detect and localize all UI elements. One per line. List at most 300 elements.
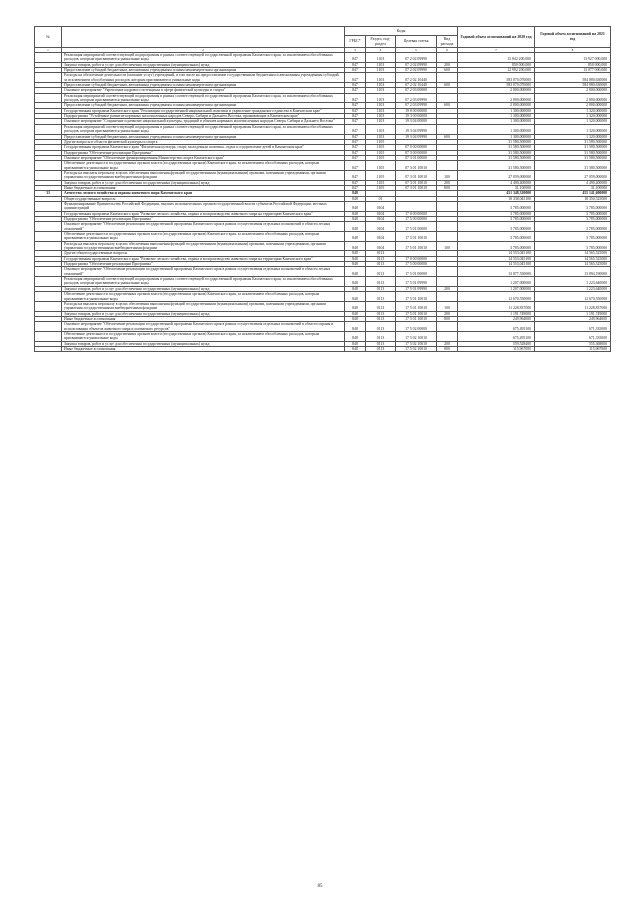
row-target: 19 0 00 00000: [396, 108, 437, 113]
row-grbs: 848: [345, 301, 366, 311]
row-name: Основное мероприятие "Обеспечение функционирования Министерства спорта Камчатского края": [62, 155, 345, 160]
row-target: 17 5 02 10010: [396, 331, 437, 341]
row-grbs: 847: [345, 108, 366, 113]
row-amount-2020: 2 800,000000: [458, 93, 535, 103]
row-grbs: 848: [345, 286, 366, 291]
row-grbs: 847: [345, 93, 366, 103]
row-amount-2020: 31 580,500000: [458, 155, 535, 160]
row-grbs: 848: [345, 262, 366, 267]
row-target: 07 3 01 10010: [396, 170, 437, 180]
row-section: 0113: [366, 256, 396, 261]
row-number: [35, 232, 62, 242]
row-target: 17 5 01 10010: [396, 292, 437, 302]
row-target: 19 3 04 00000: [396, 119, 437, 124]
row-amount-2021: 850 000,000: [535, 62, 611, 67]
row-amount-2020: 11 228,837000: [458, 301, 535, 311]
row-section: 1103: [366, 62, 396, 67]
row-section: 1105: [366, 161, 396, 171]
row-amount-2020: 1 300,000000: [458, 124, 535, 134]
table-row: [35, 170, 611, 180]
column-number: 8: [535, 48, 611, 53]
row-name: Основное мероприятие "Сохранение и развитие национальной культуры, традиций и обычаев коренных малочисленных народов Севера, Сибири и Дальнего Востока": [62, 119, 345, 124]
header-codes-group: Коды: [345, 27, 458, 36]
row-amount-2021: 31 580,500000: [535, 139, 611, 144]
row-target: 07 2 02 09990: [396, 62, 437, 67]
row-amount-2020: 559,528400: [458, 341, 535, 346]
table-body: [35, 53, 611, 352]
row-amount-2020: 1 207,000000: [458, 277, 535, 287]
row-amount-2021: 3 785,000000: [535, 241, 611, 251]
row-grbs: 847: [345, 103, 366, 108]
row-section: 1103: [366, 119, 396, 124]
row-amount-2021: 3 785,000000: [535, 211, 611, 216]
row-amount-2021: 584 880,630000: [535, 73, 611, 83]
row-name: Закупка товаров, работ и услуг для обеспечения государственных (муниципальных) нужд: [62, 311, 345, 316]
row-number: [35, 201, 62, 211]
row-name: Реализация мероприятий соответствующей подпрограммы в рамках соответствующей государственной программы Камчатского края, за исключением обособленных расходов, которым присваиваются уникальные коды: [62, 53, 345, 63]
row-name: Подпрограмма "Обеспечение реализации Программы": [62, 262, 345, 267]
row-amount-2021: 671,335000: [535, 322, 611, 332]
row-amount-2021: 31,100000: [535, 185, 611, 190]
column-number: 4: [366, 48, 396, 53]
row-target: 17 5 00 00000: [396, 262, 437, 267]
row-target: 07 3 01 10010: [396, 180, 437, 185]
row-section: 1103: [366, 88, 396, 93]
row-grbs: 848: [345, 196, 366, 201]
row-expense-type: 800: [437, 316, 458, 321]
table-row: [35, 73, 611, 83]
row-expense-type: [437, 201, 458, 211]
header-target: Целевая статья: [396, 36, 437, 48]
row-section: 0113: [366, 286, 396, 291]
row-amount-2021: 3 785,000000: [535, 222, 611, 232]
budget-table: [34, 26, 611, 352]
row-target: 07 3 00 00000: [396, 150, 437, 155]
row-grbs: 847: [345, 134, 366, 139]
row-amount-2020: 31,100000: [458, 185, 535, 190]
row-name: Закупка товаров, работ и услуг для обеспечения государственных (муниципальных) нужд: [62, 62, 345, 67]
row-amount-2021: 249,964000: [535, 316, 611, 321]
row-grbs: 847: [345, 161, 366, 171]
row-target: 17 5 01 10010: [396, 301, 437, 311]
row-target: 17 5 01 09990: [396, 277, 437, 287]
row-amount-2021: 1 320,000000: [535, 108, 611, 113]
row-amount-2020: 31 580,500000: [458, 161, 535, 171]
row-amount-2020: 12 992 200,000: [458, 68, 535, 73]
row-expense-type: [437, 222, 458, 232]
row-target: 19 3 00 00000: [396, 114, 437, 119]
row-number: [35, 267, 62, 277]
row-section: 0113: [366, 316, 396, 321]
row-amount-2021: 1 320,000000: [535, 114, 611, 119]
row-section: 0113: [366, 251, 396, 256]
row-name: Реализация мероприятий соответствующей подпрограммы в рамках соответствующей государственной программы Камчатского края, за исключением обособленных расходов, которым присваиваются уникальные коды: [62, 124, 345, 134]
row-target: 17 0 00 00000: [396, 211, 437, 216]
column-number: 3: [345, 48, 366, 53]
row-amount-2021: 13 894,190000: [535, 267, 611, 277]
row-grbs: 848: [345, 251, 366, 256]
row-grbs: 847: [345, 83, 366, 88]
row-amount-2020: 13 877,550000: [458, 267, 535, 277]
row-target: [396, 201, 437, 211]
row-amount-2021: 3 785,000000: [535, 232, 611, 242]
row-expense-type: 200: [437, 341, 458, 346]
row-amount-2020: 451 348,320000: [458, 191, 535, 196]
row-grbs: 847: [345, 155, 366, 160]
table-row: [35, 277, 611, 287]
row-amount-2021: 1 320,000000: [535, 119, 611, 124]
row-name: Функционирование Правительства Российской Федерации, высших исполнительных органов государственной власти субъектов Российской Федерации, местных администраций: [62, 201, 345, 211]
row-section: 1105: [366, 185, 396, 190]
row-section: 1105: [366, 180, 396, 185]
row-grbs: 847: [345, 53, 366, 63]
row-name: Обеспечение деятельности государственных органов власти (государственных органов) Камчатского края, за исключением обособленных расходов, которым присваиваются уникальные коды: [62, 232, 345, 242]
row-number: [35, 322, 62, 332]
row-name: Расходы на обеспечение деятельности (оказание услуг) учреждений, в том числе на предоставление государственным бюджетным и автономным учреждениям субсидий, за исключением обособленных расходов, которым присваиваются уникальные коды: [62, 73, 345, 83]
table-row: [35, 119, 611, 124]
row-name: Основное мероприятие "Обеспечение реализации государственной программы Камчатского края в рамках осуществления отдельных полномочий в области охраны и использования объектов животного мира и охотничьих ресурсов": [62, 322, 345, 332]
row-amount-2021: 14 565,525000: [535, 262, 611, 267]
column-number: 5: [396, 48, 437, 53]
row-expense-type: [437, 292, 458, 302]
row-target: 07 3 01 00000: [396, 155, 437, 160]
table-row: [35, 331, 611, 341]
table-row: [35, 292, 611, 302]
row-expense-type: 200: [437, 180, 458, 185]
row-section: 1103: [366, 93, 396, 103]
row-amount-2020: 583 070,070000: [458, 73, 535, 83]
row-section: 0113: [366, 267, 396, 277]
row-amount-2021: 18 350,525000: [535, 196, 611, 201]
row-expense-type: 200: [437, 286, 458, 291]
row-target: 07 2 03 09990: [396, 93, 437, 103]
row-target: 07 2 02 10440: [396, 73, 437, 83]
header-grbs: ГРБС*: [345, 36, 366, 48]
row-amount-2021: 11 228,837000: [535, 301, 611, 311]
table-row: [35, 232, 611, 242]
row-section: 1103: [366, 124, 396, 134]
header-section: Раздел, под-раздел: [366, 36, 396, 48]
row-grbs: 848: [345, 217, 366, 222]
row-amount-2020: 2 800,000000: [458, 88, 535, 93]
row-amount-2020: 12 670,550000: [458, 292, 535, 302]
row-expense-type: [437, 73, 458, 83]
row-amount-2020: 31 580,500000: [458, 139, 535, 144]
row-expense-type: 100: [437, 241, 458, 251]
row-grbs: 847: [345, 62, 366, 67]
row-name: Иные бюджетные ассигнования: [62, 316, 345, 321]
row-target: 17 5 01 09990: [396, 286, 437, 291]
row-number: [35, 73, 62, 83]
row-expense-type: 100: [437, 301, 458, 311]
row-amount-2020: 1 300,000000: [458, 119, 535, 124]
row-target: 17 5 02 10010: [396, 341, 437, 346]
row-amount-2021: 12 670,550000: [535, 292, 611, 302]
row-amount-2021: 555,368000: [535, 341, 611, 346]
row-amount-2020: 31 580,500000: [458, 150, 535, 155]
row-amount-2020: 14 553,045100: [458, 251, 535, 256]
table-row: [35, 53, 611, 63]
row-expense-type: [437, 322, 458, 332]
row-target: 07 2 02 10440: [396, 83, 437, 88]
row-amount-2020: 18 338,045100: [458, 196, 535, 201]
row-grbs: 847: [345, 145, 366, 150]
row-section: 0104: [366, 232, 396, 242]
row-number: [35, 301, 62, 311]
row-name: Расходы на выплаты персоналу в целях обеспечения выполнения функций государственными (муниципальными) органами, казенными учреждениями, органами управления государственными внебюджетными фондами: [62, 301, 345, 311]
row-amount-2020: 1 300,000000: [458, 108, 535, 113]
row-name: Основное мероприятие "Обеспечение реализации государственной программы Камчатского края в рамках осуществления отдельных полномочий в области лесных отношений": [62, 267, 345, 277]
row-amount-2020: 3 785,000000: [458, 222, 535, 232]
row-amount-2021: 671,335000: [535, 331, 611, 341]
row-grbs: 848: [345, 267, 366, 277]
row-amount-2021: 1 320,000000: [535, 124, 611, 134]
row-grbs: 848: [345, 346, 366, 351]
row-expense-type: 800: [437, 185, 458, 190]
row-expense-type: [437, 277, 458, 287]
row-grbs: 848: [345, 292, 366, 302]
row-amount-2020: 3 785,000000: [458, 211, 535, 216]
row-section: 1103: [366, 73, 396, 83]
row-target: 07 3 01 10010: [396, 161, 437, 171]
row-expense-type: 600: [437, 68, 458, 73]
row-grbs: 848: [345, 241, 366, 251]
row-number: [35, 346, 62, 351]
row-grbs: 848: [345, 211, 366, 216]
row-amount-2020: 13 842 200,000: [458, 53, 535, 63]
row-grbs: 848: [345, 232, 366, 242]
row-target: 17 5 01 10010: [396, 316, 437, 321]
column-number: 7: [458, 48, 535, 53]
row-grbs: 847: [345, 180, 366, 185]
row-amount-2020: 115,967000: [458, 346, 535, 351]
row-section: 1105: [366, 150, 396, 155]
row-amount-2021: 4 490,400000: [535, 180, 611, 185]
row-expense-type: [437, 232, 458, 242]
row-name: Обеспечение деятельности государственных органов власти (государственных органов) Камчатского края, за исключением обособленных расходов, которым присваиваются уникальные коды: [62, 161, 345, 171]
row-amount-2020: 14 553,045100: [458, 256, 535, 261]
header-name: [62, 27, 345, 48]
row-section: 01: [366, 196, 396, 201]
row-target: 17 5 01 00000: [396, 222, 437, 232]
table-row: [35, 201, 611, 211]
row-amount-2021: 31 580,500000: [535, 145, 611, 150]
row-number: [35, 222, 62, 232]
row-grbs: 848: [345, 201, 366, 211]
row-grbs: 848: [345, 341, 366, 346]
row-amount-2020: 31 580,500000: [458, 145, 535, 150]
row-section: 1105: [366, 139, 396, 144]
row-amount-2020: 1 191,749000: [458, 311, 535, 316]
row-expense-type: 200: [437, 62, 458, 67]
row-number: [35, 277, 62, 287]
row-name: Предоставление субсидий бюджетным, автономным учреждениям и иным некоммерческим организациям: [62, 134, 345, 139]
row-amount-2021: 14 565,525000: [535, 256, 611, 261]
table-row: [35, 241, 611, 251]
row-grbs: 847: [345, 114, 366, 119]
row-name: Реализация мероприятий соответствующей подпрограммы в рамках соответствующей государственной программы Камчатского края, за исключением обособленных расходов, которым присваиваются уникальные коды: [62, 93, 345, 103]
row-amount-2021: 3 785,000000: [535, 201, 611, 211]
row-section: 1103: [366, 103, 396, 108]
row-number: 33: [35, 191, 62, 196]
row-section: 1105: [366, 170, 396, 180]
row-target: 07 2 02 09990: [396, 53, 437, 63]
row-name: Общегосударственные вопросы: [62, 196, 345, 201]
row-section: 1103: [366, 83, 396, 88]
row-name: Закупка товаров, работ и услуг для обеспечения государственных (муниципальных) нужд: [62, 341, 345, 346]
row-grbs: 848: [345, 316, 366, 321]
row-amount-2020: 1 300,000000: [458, 134, 535, 139]
row-expense-type: 600: [437, 83, 458, 88]
row-amount-2020: 2 800,000000: [458, 103, 535, 108]
row-amount-2020: 3 785,000000: [458, 241, 535, 251]
row-expense-type: [437, 267, 458, 277]
row-section: 0113: [366, 262, 396, 267]
row-section: 1103: [366, 114, 396, 119]
row-section: 0113: [366, 292, 396, 302]
row-amount-2020: 1 300,000000: [458, 114, 535, 119]
row-section: 0104: [366, 201, 396, 211]
header-2021: Годовой объем ассигнований на 2021 год: [535, 27, 611, 48]
row-expense-type: [437, 331, 458, 341]
row-section: 0113: [366, 301, 396, 311]
row-grbs: 848: [345, 311, 366, 316]
row-target: 17 5 01 10010: [396, 311, 437, 316]
table-header: [35, 27, 611, 53]
header-2020: Годовой объем ассигнований на 2020 год: [458, 27, 535, 48]
row-target: 19 3 04 09990: [396, 134, 437, 139]
row-section: 1103: [366, 53, 396, 63]
row-name: Закупка товаров, работ и услуг для обеспечения государственных (муниципальных) нужд: [62, 180, 345, 185]
page-number: 85: [317, 884, 323, 889]
row-amount-2020: 4 490,400000: [458, 180, 535, 185]
row-grbs: 848: [345, 256, 366, 261]
row-name: Иные бюджетные ассигнования: [62, 346, 345, 351]
row-expense-type: 200: [437, 311, 458, 316]
row-name: Государственная программа Камчатского края "Реализация государственной национальной политики и укрепление гражданского единства в Камчатском крае": [62, 108, 345, 113]
table-row: [35, 346, 611, 351]
row-number: [35, 124, 62, 134]
row-name: Государственная программа Камчатского края "Развитие лесного хозяйства, охрана и воспроизводство животного мира на территории Камчатского края": [62, 211, 345, 216]
row-name: Закупка товаров, работ и услуг для обеспечения государственных (муниципальных) нужд: [62, 286, 345, 291]
row-section: 1105: [366, 155, 396, 160]
column-number: 1: [35, 48, 62, 53]
row-amount-2021: 1 223,640000: [535, 286, 611, 291]
row-section: 0104: [366, 241, 396, 251]
row-number: [35, 241, 62, 251]
row-amount-2020: 675,495100: [458, 322, 535, 332]
row-target: 07 2 03 00000: [396, 88, 437, 93]
row-grbs: 847: [345, 139, 366, 144]
row-target: 07 3 01 10010: [396, 185, 437, 190]
row-name: Другие общегосударственные вопросы: [62, 251, 345, 256]
row-section: 0113: [366, 311, 396, 316]
row-name: Расходы на выплаты персоналу в целях обеспечения выполнения функций государственными (муниципальными) органами, казенными учреждениями, органами управления государственными внебюджетными фондами: [62, 170, 345, 180]
row-target: 17 5 00 00000: [396, 217, 437, 222]
row-section: 0104: [366, 222, 396, 232]
row-number: [35, 331, 62, 341]
row-amount-2021: 1 191,749000: [535, 311, 611, 316]
row-number: [35, 93, 62, 103]
row-grbs: 848: [345, 277, 366, 287]
row-name: Основное мероприятие "Укрепление кадрового потенциала в сфере физической культуры и спорта": [62, 88, 345, 93]
row-name: Основное мероприятие "Обеспечение реализации государственной программы Камчатского края в рамках осуществления отдельных полномочий в области лесных отношений": [62, 222, 345, 232]
row-amount-2021: 1 223,640000: [535, 277, 611, 287]
row-number: [35, 161, 62, 171]
row-expense-type: 800: [437, 346, 458, 351]
row-expense-type: [437, 161, 458, 171]
row-name: Подпрограмма "Устойчивое развитие коренных малочисленных народов Севера, Сибири и Дальнего Востока, проживающих в Камчатском крае": [62, 114, 345, 119]
row-name: Государственная программа Камчатского края "Физическая культура, спорт, молодежная политика, отдых и оздоровление детей в Камчатском крае": [62, 145, 345, 150]
row-target: 19 3 04 09990: [396, 124, 437, 134]
row-expense-type: [437, 93, 458, 103]
row-section: 0113: [366, 346, 396, 351]
row-amount-2021: 31 580,500000: [535, 161, 611, 171]
row-amount-2021: 13 077 000,000: [535, 68, 611, 73]
row-amount-2021: 584 880,630000: [535, 83, 611, 88]
row-name: Обеспечение деятельности государственных органов власти (государственных органов) Камчатского края, за исключением обособленных расходов, которым присваиваются уникальные коды: [62, 331, 345, 341]
row-name: Обеспечение деятельности государственных органов власти (государственных органов) Камчатского края, за исключением обособленных расходов, которым присваиваются уникальные коды: [62, 292, 345, 302]
row-name: Другие вопросы в области физической культуры и спорта: [62, 139, 345, 144]
row-section: 1103: [366, 68, 396, 73]
row-grbs: 847: [345, 124, 366, 134]
row-amount-2021: 31 580,500000: [535, 155, 611, 160]
row-amount-2021: 115,967000: [535, 346, 611, 351]
row-grbs: 848: [345, 222, 366, 232]
row-grbs: 847: [345, 170, 366, 180]
row-amount-2020: 27 059,000000: [458, 170, 535, 180]
row-expense-type: [437, 53, 458, 63]
row-section: 0104: [366, 211, 396, 216]
row-amount-2020: 675,495100: [458, 331, 535, 341]
row-grbs: 847: [345, 185, 366, 190]
row-amount-2020: 1 207,000000: [458, 286, 535, 291]
row-section: 0113: [366, 341, 396, 346]
row-amount-2020: 3 785,000000: [458, 232, 535, 242]
row-target: 07 2 03 09990: [396, 103, 437, 108]
row-target: 17 5 02 00000: [396, 322, 437, 332]
row-name: Иные бюджетные ассигнования: [62, 185, 345, 190]
row-target: 17 0 00 00000: [396, 256, 437, 261]
column-number: 2: [62, 48, 345, 53]
row-amount-2020: 850 000,000: [458, 62, 535, 67]
row-amount-2021: 2 800,000000: [535, 88, 611, 93]
row-grbs: 848: [345, 322, 366, 332]
row-amount-2021: 2 800,000000: [535, 93, 611, 103]
row-target: 07 2 02 09990: [396, 68, 437, 73]
row-amount-2021: 13 927 000,000: [535, 53, 611, 63]
table-row: [35, 267, 611, 277]
row-amount-2021: 14 565,525000: [535, 251, 611, 256]
row-section: 1103: [366, 134, 396, 139]
row-expense-type: 600: [437, 134, 458, 139]
table-row: [35, 322, 611, 332]
row-target: 17 5 01 10010: [396, 232, 437, 242]
row-section: 1105: [366, 145, 396, 150]
row-amount-2020: 249,964000: [458, 316, 535, 321]
row-section: 0113: [366, 322, 396, 332]
row-name: Государственная программа Камчатского края "Развитие лесного хозяйства, охрана и воспроизводство животного мира на территории Камчатского края": [62, 256, 345, 261]
row-amount-2021: 1 320,000000: [535, 134, 611, 139]
row-name: Реализация мероприятий соответствующей подпрограммы в рамках соответствующей государственной программы Камчатского края, за исключением обособленных расходов, которым присваиваются уникальные коды: [62, 277, 345, 287]
row-name: Предоставление субсидий бюджетным, автономным учреждениям и иным некоммерческим организациям: [62, 83, 345, 88]
row-expense-type: 100: [437, 170, 458, 180]
row-target: 07 0 00 00000: [396, 145, 437, 150]
row-name: Подпрограмма "Обеспечение реализации Программы": [62, 150, 345, 155]
row-name: Предоставление субсидий бюджетным, автономным учреждениям и иным некоммерческим организациям: [62, 68, 345, 73]
row-amount-2020: 583 070,070000: [458, 83, 535, 88]
row-amount-2021: 31 580,500000: [535, 150, 611, 155]
